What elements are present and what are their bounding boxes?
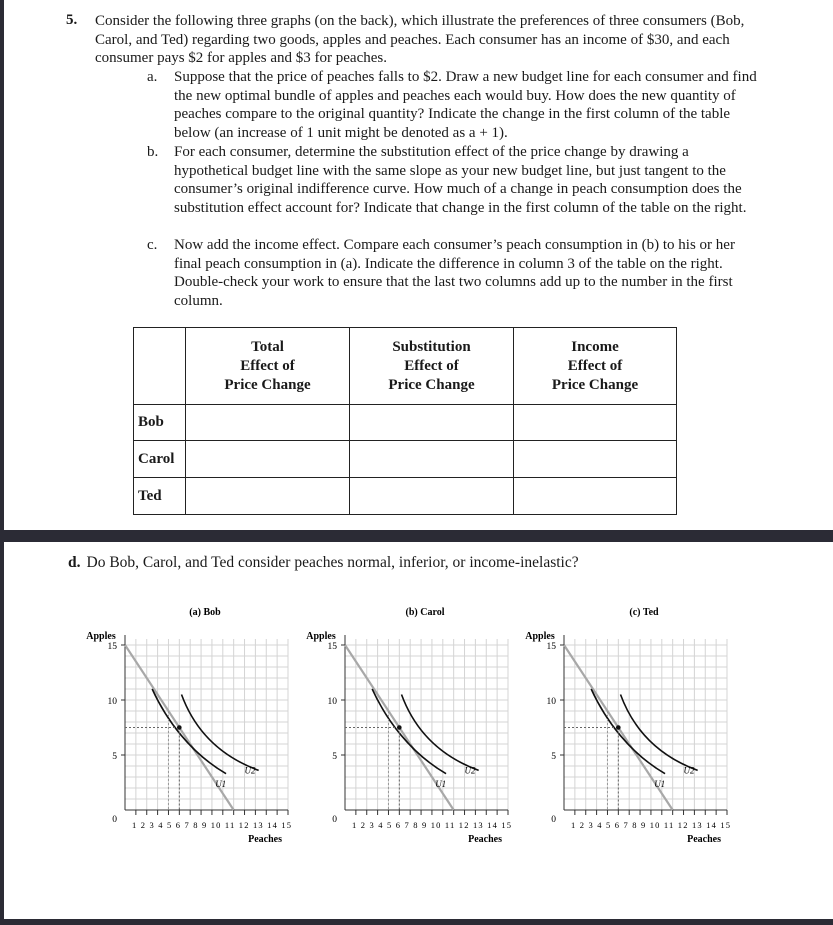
part-d-text: Do Bob, Carol, and Ted consider peaches normal, inferior, or income-inelastic? xyxy=(86,554,579,571)
y-tick-label: 15 xyxy=(546,642,556,652)
row-label-bob: Bob xyxy=(134,405,186,441)
part-b-label: b. xyxy=(147,144,159,160)
x-tick-labels: 1 2 3 4 5 6 7 8 9 10 11 12 13 14 15 xyxy=(132,820,291,830)
y-axis-label: Apples xyxy=(306,631,336,642)
part-a-label: a. xyxy=(147,69,158,85)
curve-label-u1: U1 xyxy=(215,778,227,789)
header-total-line-3: Price Change xyxy=(224,376,311,393)
y-axis-label: Apples xyxy=(525,631,555,642)
optimum-point xyxy=(616,725,621,730)
header-inc-line-2: Effect of xyxy=(567,357,623,374)
row-label-ted: Ted xyxy=(134,478,186,515)
x-axis-label: Peaches xyxy=(248,834,282,845)
y-tick-label: 0 xyxy=(551,815,556,825)
panel-title: (a) Bob xyxy=(189,607,221,618)
y-tick-label: 5 xyxy=(551,752,556,762)
header-total-line-1: Total xyxy=(251,338,284,355)
question-intro: Consider the following three graphs (on the back), which illustrate the preferences of three consumers (Bob, Carol, and Ted) regarding two goods, apples and peaches. Each consumer has an income of $30, and each consumer pays $2 for apples and $3 for peaches. xyxy=(95,13,745,66)
curve-label-u1: U1 xyxy=(435,778,447,789)
y-tick-label: 0 xyxy=(112,815,117,825)
x-tick-labels: 1 2 3 4 5 6 7 8 9 10 11 12 13 14 15 xyxy=(571,820,730,830)
y-tick-label: 15 xyxy=(327,642,337,652)
header-sub-line-2: Effect of xyxy=(404,357,459,374)
y-tick-label: 5 xyxy=(112,752,117,762)
y-tick-label: 5 xyxy=(332,752,337,762)
part-a-text: Suppose that the price of peaches falls to $2. Draw a new budget line for each consumer and find the new optimal bundle of apples and peaches each would buy. How does the new quantity of peaches compare to the original quantity? Indicate the change in the first column of the table below (an increase of 1 unit might be denoted as a + 1). xyxy=(174,69,757,141)
curve-label-u1: U1 xyxy=(654,778,666,789)
graph-panel-bob xyxy=(86,607,291,845)
header-inc-line-3: Price Change xyxy=(551,376,639,393)
curve-label-u2: U2 xyxy=(244,765,256,776)
header-inc-line-1: Income xyxy=(571,338,619,355)
x-axis-label: Peaches xyxy=(687,834,721,845)
x-tick-labels: 1 2 3 4 5 6 7 8 9 10 11 12 13 14 15 xyxy=(352,820,511,830)
graph-panel-carol xyxy=(306,607,511,845)
panel-title: (c) Ted xyxy=(629,607,659,618)
y-axis-label: Apples xyxy=(86,631,116,642)
y-tick-label: 10 xyxy=(546,697,556,707)
indifference-curve-u2 xyxy=(402,695,479,771)
y-tick-label: 0 xyxy=(332,815,337,825)
question-number: 5. xyxy=(66,12,78,28)
optimum-point xyxy=(397,725,402,730)
panel-title: (b) Carol xyxy=(405,607,445,618)
curve-label-u2: U2 xyxy=(464,765,476,776)
y-tick-label: 10 xyxy=(327,697,337,707)
curve-label-u2: U2 xyxy=(683,765,695,776)
indifference-curve-u2 xyxy=(182,695,259,771)
optimum-point xyxy=(177,725,182,730)
header-sub-line-3: Price Change xyxy=(388,376,475,393)
header-total-line-2: Effect of xyxy=(240,357,295,374)
graph-panel-ted xyxy=(525,607,730,845)
y-tick-label: 15 xyxy=(107,642,117,652)
part-b-text: For each consumer, determine the substitution effect of the price change by drawing a hypothetical budget line with the same slope as your new budget line, but just tangent to the consumer’s original indifference curve. How much of a change in peach consumption does the substitution effect account for? Indicate that change in the first column of the table on the right. xyxy=(174,144,747,216)
header-sub-line-1: Substitution xyxy=(392,338,471,355)
part-c-label: c. xyxy=(147,237,158,253)
x-axis-label: Peaches xyxy=(468,834,502,845)
y-tick-label: 10 xyxy=(107,697,117,707)
indifference-curve-u2 xyxy=(621,695,698,771)
row-label-carol: Carol xyxy=(134,441,186,478)
part-d-label: d. xyxy=(68,554,81,571)
part-c-text: Now add the income effect. Compare each consumer’s peach consumption in (b) to his or her final peach consumption in (a). Indicate the difference in column 3 of the table on the right. Double-check your work to ensure that the last two columns add up to the number in the first column. xyxy=(174,237,735,309)
